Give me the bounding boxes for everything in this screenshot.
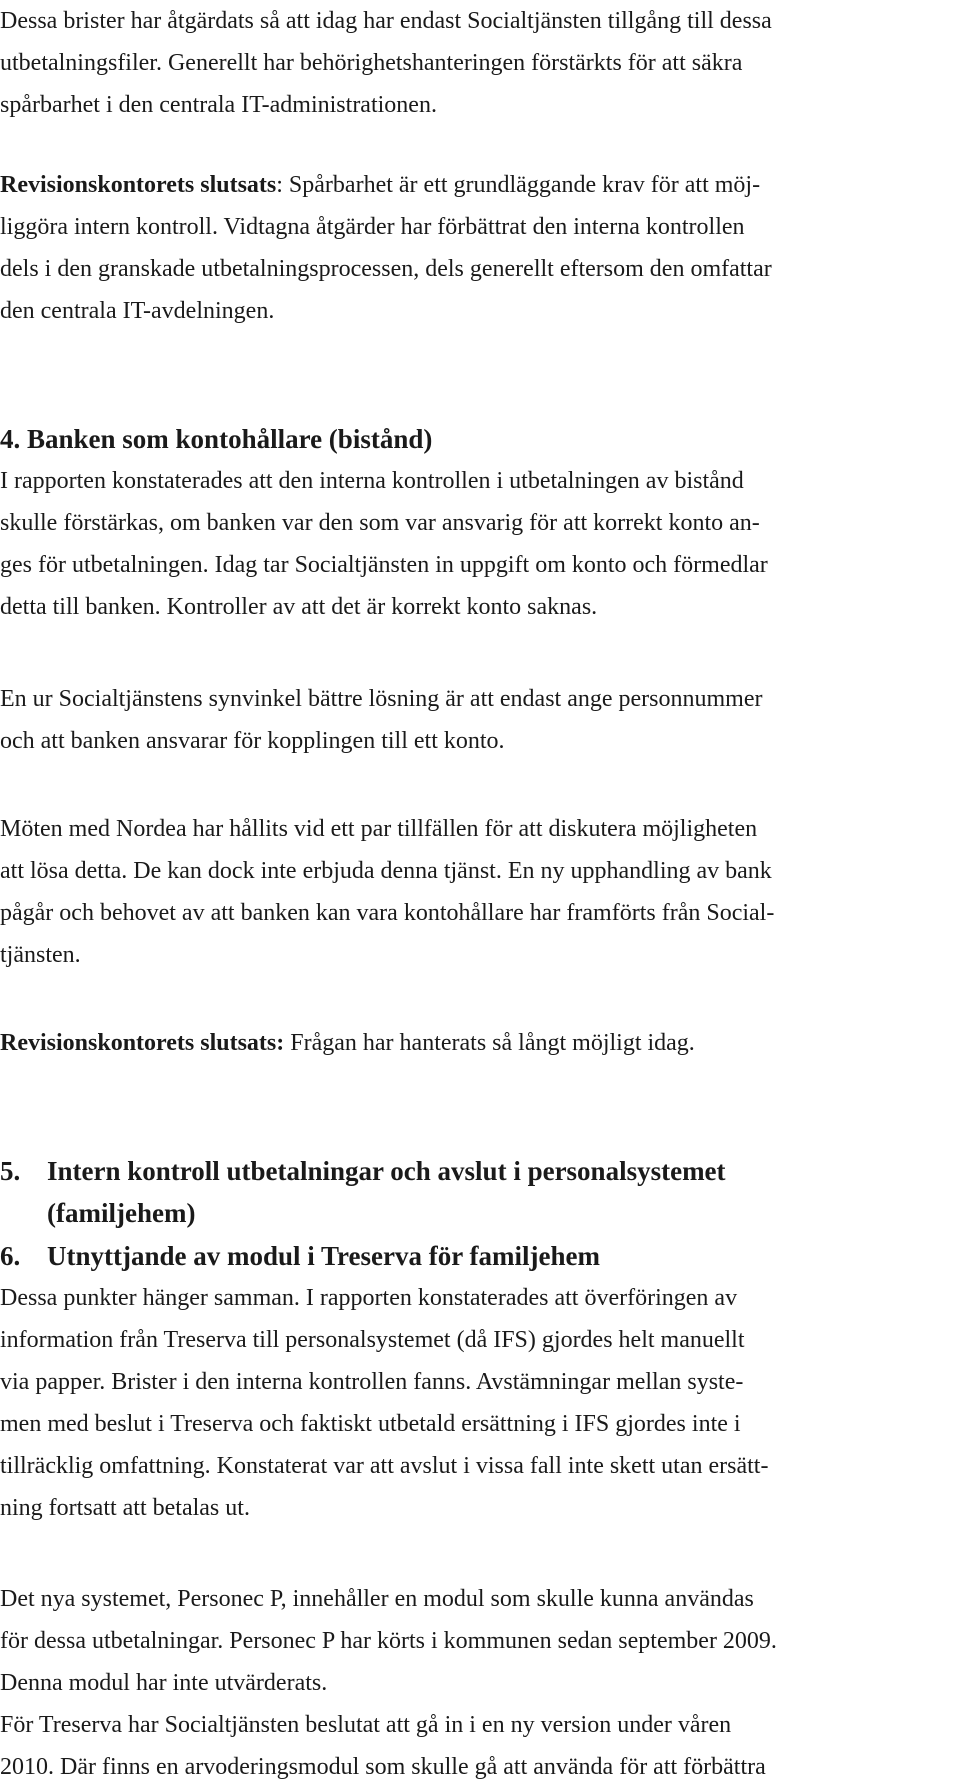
text-line: En ur Socialtjänstens synvinkel bättre lösning är att endast ange personnummer <box>0 686 763 712</box>
section-5-heading <box>0 1150 960 1234</box>
text-line: detta till banken. Kontroller av att det är korrekt konto saknas. <box>0 594 598 620</box>
text-line: information från Treserva till personalsystemet (då IFS) gjordes helt manuellt <box>0 1327 745 1353</box>
text-line: ning fortsatt att betalas ut. <box>0 1495 250 1521</box>
section-4-paragraph-3 <box>0 808 960 976</box>
text-line: liggöra intern kontroll. Vidtagna åtgärder har förbättrat den interna kontrollen <box>0 214 745 240</box>
text-line: Möten med Nordea har hållits vid ett par tillfällen för att diskutera möjligheten <box>0 816 758 842</box>
section-6-heading <box>0 1235 960 1277</box>
text-line: för dessa utbetalningar. Personec P har körts i kommunen sedan september 2009. <box>0 1628 777 1654</box>
text-line: tillräcklig omfattning. Konstaterat var att avslut i vissa fall inte skett utan ersätt- <box>0 1453 769 1479</box>
conclusion-paragraph-1 <box>0 164 960 332</box>
text-line: pågår och behovet av att banken kan vara kontohållare har framförts från Social- <box>0 900 775 926</box>
section-6-paragraph-1 <box>0 1277 960 1529</box>
text-line: Det nya systemet, Personec P, innehåller en modul som skulle kunna användas <box>0 1586 754 1612</box>
text-line: ges för utbetalningen. Idag tar Socialtjänsten in uppgift om konto och förmedlar <box>0 552 768 578</box>
section-4-heading <box>0 418 960 460</box>
text-line: via papper. Brister i den interna kontrollen fanns. Avstämningar mellan syste- <box>0 1369 744 1395</box>
text-line: men med beslut i Treserva och faktiskt utbetald ersättning i IFS gjordes inte i <box>0 1411 741 1437</box>
text-line <box>0 1022 960 1064</box>
text-line: För Treserva har Socialtjänsten beslutat att gå in i en ny version under våren <box>0 1712 732 1738</box>
section-4-paragraph-1 <box>0 460 960 628</box>
section-title: Intern kontroll utbetalningar och avslut i personalsystemet <box>47 1156 726 1186</box>
section-title: Banken som kontohållare (bistånd) <box>27 424 433 454</box>
text-line: tjänsten. <box>0 942 81 968</box>
section-number: 5. <box>0 1156 21 1186</box>
conclusion-text: : Spårbarhet är ett grundläggande krav för att möj- <box>276 172 761 198</box>
section-title: Utnyttjande av modul i Treserva för familjehem <box>47 1241 600 1271</box>
text-line: 2010. Där finns en arvoderingsmodul som skulle gå att använda för att förbättra <box>0 1754 766 1780</box>
section-4-conclusion <box>0 1022 960 1064</box>
section-title-continued: (familjehem) <box>47 1198 196 1228</box>
text-line: Dessa punkter hänger samman. I rapporten konstaterades att överföringen av <box>0 1285 738 1311</box>
section-4-paragraph-2 <box>0 678 960 762</box>
section-number: 4. <box>0 424 21 454</box>
text-line: skulle förstärkas, om banken var den som var ansvarig för att korrekt konto an- <box>0 510 760 536</box>
text-line: Dessa brister har åtgärdats så att idag har endast Socialtjänsten tillgång till dessa <box>0 8 772 34</box>
text-line: utbetalningsfiler. Generellt har behörighetshanteringen förstärkts för att säkra <box>0 50 743 76</box>
intro-paragraph <box>0 0 960 126</box>
text-line: Denna modul har inte utvärderats. <box>0 1670 328 1696</box>
section-6-paragraph-2 <box>0 1578 960 1788</box>
conclusion-label: Revisionskontorets slutsats <box>0 172 277 198</box>
text-line: spårbarhet i den centrala IT-administrationen. <box>0 92 437 118</box>
text-line: den centrala IT-avdelningen. <box>0 298 275 324</box>
section-number: 6. <box>0 1241 21 1271</box>
text-line: dels i den granskade utbetalningsprocessen, dels generellt eftersom den omfattar <box>0 256 772 282</box>
text-line: att lösa detta. De kan dock inte erbjuda denna tjänst. En ny upphandling av bank <box>0 858 772 884</box>
conclusion-text: Frågan har hanterats så långt möjligt idag. <box>284 1030 695 1056</box>
text-line: och att banken ansvarar för kopplingen till ett konto. <box>0 728 505 754</box>
text-line: I rapporten konstaterades att den interna kontrollen i utbetalningen av bistånd <box>0 468 744 494</box>
conclusion-label: Revisionskontorets slutsats: <box>0 1030 285 1056</box>
text-line <box>0 164 960 206</box>
